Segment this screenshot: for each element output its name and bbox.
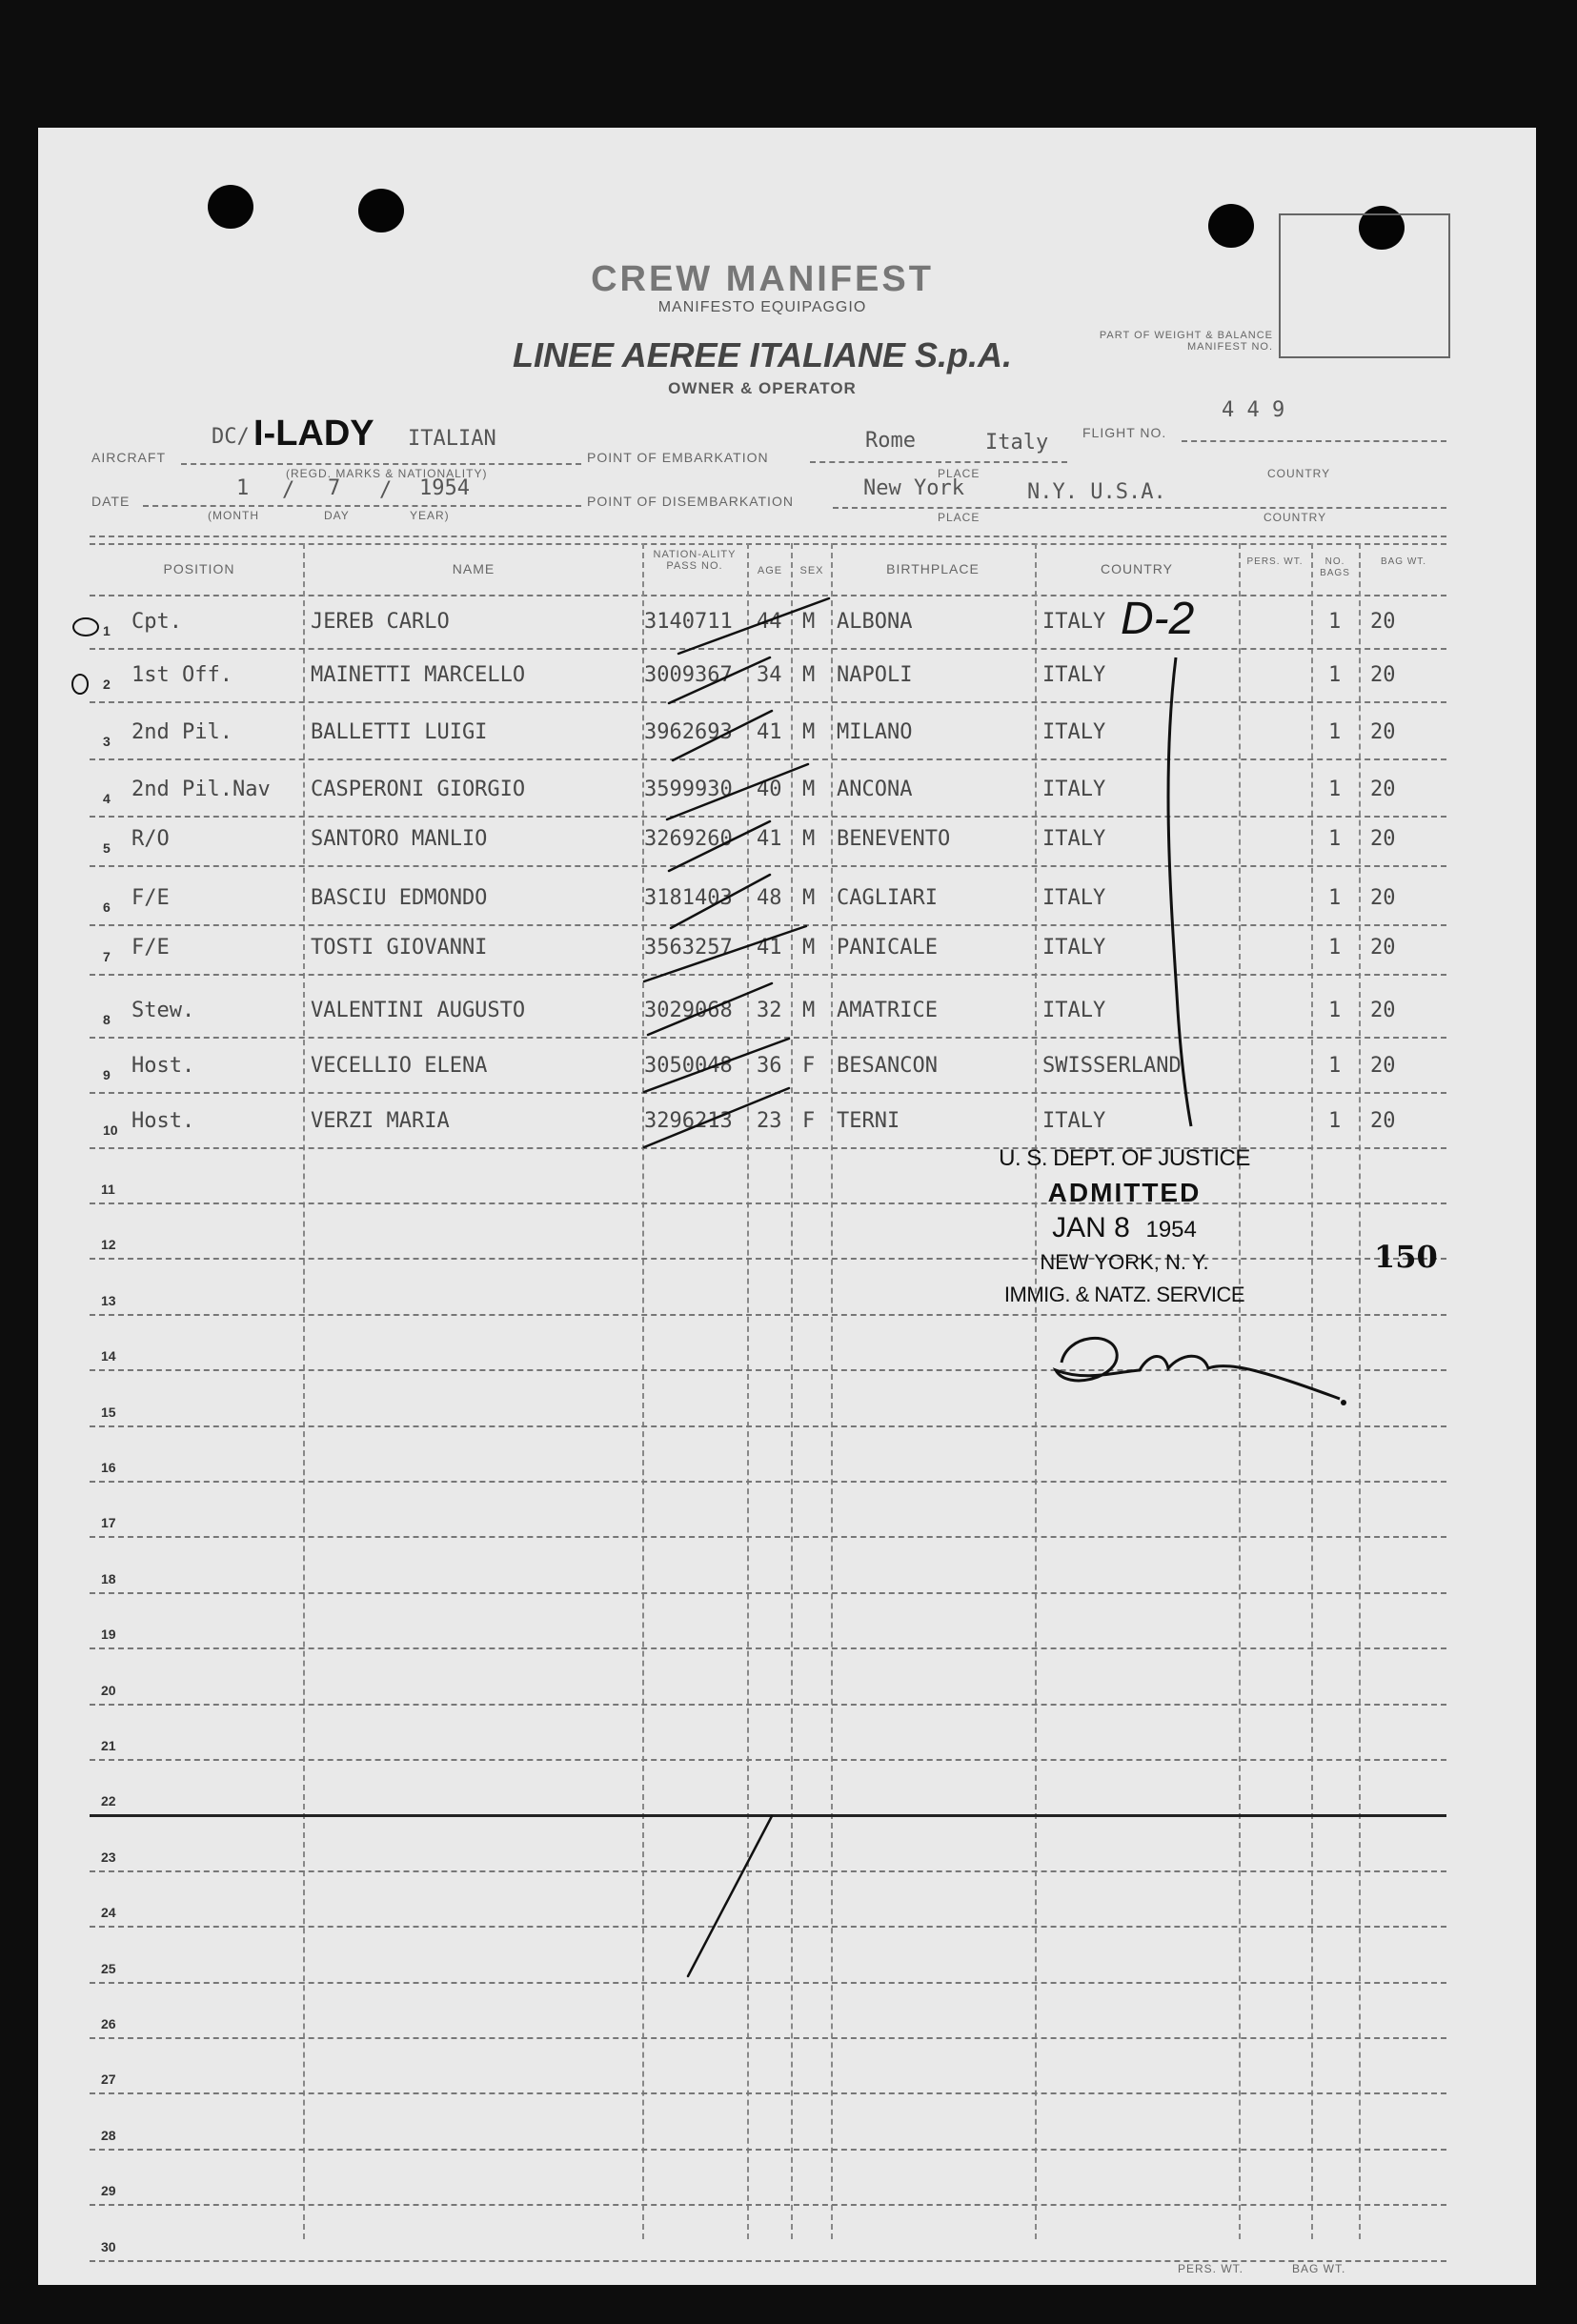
crew-name: MAINETTI MARCELLO	[311, 663, 526, 687]
aircraft-prefix: DC/	[212, 425, 250, 449]
crew-pass-no: 3962693	[644, 720, 733, 744]
row-number: 27	[101, 2071, 116, 2087]
crew-bag-wt: 20	[1370, 827, 1396, 851]
crew-no-bags: 1	[1328, 1109, 1342, 1133]
row-number: 22	[101, 1793, 116, 1809]
row-number: 6	[103, 899, 111, 915]
stamp-date-month-day: JAN 8	[1052, 1212, 1130, 1243]
crew-birthplace: CAGLIARI	[837, 886, 938, 910]
crew-age: 34	[757, 663, 782, 687]
crew-name: JEREB CARLO	[311, 610, 450, 634]
row-number: 18	[101, 1571, 116, 1586]
crew-sex: M	[802, 663, 816, 687]
row-number: 9	[103, 1067, 111, 1082]
crew-bag-wt: 20	[1370, 936, 1396, 960]
embarkation-place: Rome	[865, 429, 916, 453]
row-number: 10	[103, 1122, 118, 1138]
crew-sex: M	[802, 827, 816, 851]
crew-age: 32	[757, 999, 782, 1022]
manifest-title: CREW MANIFEST	[591, 259, 934, 299]
crew-country: ITALY	[1042, 720, 1106, 744]
crew-birthplace: MILANO	[837, 720, 913, 744]
crew-position: 2nd Pil.Nav	[131, 778, 271, 801]
row-number: 19	[101, 1627, 116, 1642]
row-number: 16	[101, 1460, 116, 1475]
weight-balance-label: PART OF WEIGHT & BALANCE MANIFEST NO.	[1099, 330, 1273, 353]
country-label-2: COUNTRY	[1264, 511, 1327, 524]
crew-country: ITALY	[1042, 610, 1106, 634]
crew-position: 2nd Pil.	[131, 720, 233, 744]
manifest-subtitle: MANIFESTO EQUIPAGGIO	[657, 299, 867, 315]
row-number: 15	[101, 1405, 116, 1420]
crew-bag-wt: 20	[1370, 610, 1396, 634]
crew-country: ITALY	[1042, 999, 1106, 1022]
row-number: 12	[101, 1237, 116, 1252]
crew-no-bags: 1	[1328, 936, 1342, 960]
country-label-1: COUNTRY	[1267, 467, 1331, 480]
crew-no-bags: 1	[1328, 1054, 1342, 1078]
crew-pass-no: 3269260	[644, 827, 733, 851]
crew-name: CASPERONI GIORGIO	[311, 778, 526, 801]
crew-sex: M	[802, 720, 816, 744]
crew-birthplace: ANCONA	[837, 778, 913, 801]
col-header-no-bags: NO. BAGS	[1320, 556, 1350, 578]
crew-birthplace: AMATRICE	[837, 999, 938, 1022]
crew-bag-wt: 20	[1370, 886, 1396, 910]
crew-age: 44	[757, 610, 782, 634]
crew-age: 23	[757, 1109, 782, 1133]
aircraft-label: AIRCRAFT	[91, 450, 166, 465]
col-header-sex: SEX	[799, 565, 824, 576]
crew-name: VECELLIO ELENA	[311, 1054, 488, 1078]
crew-no-bags: 1	[1328, 999, 1342, 1022]
row-number: 1	[103, 623, 111, 638]
crew-no-bags: 1	[1328, 720, 1342, 744]
flight-number: 4 4 9	[1222, 398, 1285, 422]
year-label: YEAR)	[410, 509, 450, 522]
crew-sex: F	[802, 1109, 816, 1133]
row-number: 2	[103, 677, 111, 692]
place-label-2: PLACE	[938, 511, 981, 524]
crew-age: 36	[757, 1054, 782, 1078]
crew-birthplace: TERNI	[837, 1109, 900, 1133]
row-number: 21	[101, 1738, 116, 1753]
stamp-date-year: 1954	[1145, 1217, 1197, 1243]
crew-position: Host.	[131, 1054, 195, 1078]
date-year: 1954	[419, 476, 470, 500]
row-number: 8	[103, 1012, 111, 1027]
date-separator-1: /	[282, 478, 295, 502]
admitted-stamp	[981, 1145, 1267, 1307]
row-number: 11	[101, 1182, 115, 1197]
crew-sex: M	[802, 610, 816, 634]
crew-name: BASCIU EDMONDO	[311, 886, 488, 910]
row-number: 24	[101, 1905, 116, 1920]
crew-position: F/E	[131, 886, 170, 910]
day-label: DAY	[324, 509, 350, 522]
crew-country: ITALY	[1042, 936, 1106, 960]
airline-name: LINEE AEREE ITALIANE S.p.A.	[512, 335, 1013, 374]
crew-birthplace: BENEVENTO	[837, 827, 951, 851]
col-header-nationality: NATION-ALITY PASS NO.	[653, 549, 737, 572]
row-number: 7	[103, 949, 111, 964]
crew-bag-wt: 20	[1370, 1054, 1396, 1078]
date-day: 7	[328, 476, 341, 500]
crew-position: Host.	[131, 1109, 195, 1133]
row-number: 30	[101, 2239, 116, 2254]
footer-pers-wt: PERS. WT.	[1178, 2262, 1244, 2275]
stamp-date	[981, 1212, 1267, 1244]
disembarkation-label: POINT OF DISEMBARKATION	[587, 494, 794, 509]
embarkation-label: POINT OF EMBARKATION	[587, 450, 769, 465]
row-number: 25	[101, 1961, 116, 1976]
col-header-position: POSITION	[163, 561, 235, 576]
crew-birthplace: PANICALE	[837, 936, 938, 960]
row-number: 14	[101, 1348, 116, 1364]
crew-name: VERZI MARIA	[311, 1109, 450, 1133]
crew-no-bags: 1	[1328, 886, 1342, 910]
aircraft-registration: I-LADY	[253, 414, 374, 454]
col-header-pers-wt: PERS. WT.	[1246, 556, 1304, 567]
crew-pass-no: 3599930	[644, 778, 733, 801]
row-number: 13	[101, 1293, 116, 1308]
place-label-1: PLACE	[938, 467, 981, 480]
crew-bag-wt: 20	[1370, 720, 1396, 744]
stamp-dept: U. S. DEPT. OF JUSTICE	[999, 1145, 1250, 1171]
aircraft-nationality: ITALIAN	[408, 427, 496, 451]
crew-name: VALENTINI AUGUSTO	[311, 999, 526, 1022]
col-header-name: NAME	[452, 561, 495, 576]
total-bag-weight: 150	[1374, 1239, 1438, 1275]
crew-pass-no: 3296213	[644, 1109, 733, 1133]
crew-bag-wt: 20	[1370, 999, 1396, 1022]
regd-marks-label: (REGD. MARKS & NATIONALITY)	[286, 467, 488, 480]
flight-no-label: FLIGHT NO.	[1082, 425, 1167, 440]
owner-operator-label: OWNER & OPERATOR	[668, 379, 857, 397]
month-label: (MONTH	[208, 509, 259, 522]
row-number: 5	[103, 840, 111, 856]
crew-bag-wt: 20	[1370, 663, 1396, 687]
crew-pass-no: 3181403	[644, 886, 733, 910]
crew-sex: M	[802, 999, 816, 1022]
row-number: 29	[101, 2183, 116, 2198]
date-month: 1	[236, 476, 250, 500]
col-header-age: AGE	[757, 565, 783, 576]
crew-no-bags: 1	[1328, 610, 1342, 634]
crew-position: F/E	[131, 936, 170, 960]
crew-sex: M	[802, 778, 816, 801]
crew-bag-wt: 20	[1370, 778, 1396, 801]
crew-pass-no: 3563257	[644, 936, 733, 960]
crew-age: 41	[757, 936, 782, 960]
crew-sex: M	[802, 936, 816, 960]
stamp-admitted: ADMITTED	[1047, 1178, 1202, 1207]
crew-age: 41	[757, 827, 782, 851]
handwritten-mark: D-2	[1121, 594, 1195, 644]
row-number: 23	[101, 1849, 116, 1865]
crew-birthplace: ALBONA	[837, 610, 913, 634]
crew-pass-no: 3029068	[644, 999, 733, 1022]
col-header-birthplace: BIRTHPLACE	[886, 561, 980, 576]
row-number: 28	[101, 2128, 116, 2143]
col-header-bag-wt: BAG WT.	[1380, 556, 1427, 567]
crew-age: 48	[757, 886, 782, 910]
row-number: 20	[101, 1683, 116, 1698]
row-number: 3	[103, 734, 111, 749]
crew-country: SWISSERLAND	[1042, 1054, 1182, 1078]
row-number: 26	[101, 2016, 116, 2031]
crew-pass-no: 3050048	[644, 1054, 733, 1078]
crew-age: 41	[757, 720, 782, 744]
crew-birthplace: NAPOLI	[837, 663, 913, 687]
crew-position: Stew.	[131, 999, 195, 1022]
crew-name: TOSTI GIOVANNI	[311, 936, 488, 960]
crew-no-bags: 1	[1328, 663, 1342, 687]
crew-bag-wt: 20	[1370, 1109, 1396, 1133]
date-label: DATE	[91, 494, 131, 509]
disembarkation-country: N.Y. U.S.A.	[1027, 480, 1166, 504]
crew-country: ITALY	[1042, 663, 1106, 687]
footer-bag-wt: BAG WT.	[1292, 2262, 1346, 2275]
crew-no-bags: 1	[1328, 827, 1342, 851]
crew-no-bags: 1	[1328, 778, 1342, 801]
col-header-country: COUNTRY	[1101, 561, 1173, 576]
crew-position: Cpt.	[131, 610, 182, 634]
stamp-service: IMMIG. & NATZ. SERVICE	[1003, 1283, 1245, 1306]
crew-name: BALLETTI LUIGI	[311, 720, 488, 744]
crew-country: ITALY	[1042, 778, 1106, 801]
crew-birthplace: BESANCON	[837, 1054, 938, 1078]
crew-sex: M	[802, 886, 816, 910]
disembarkation-place: New York	[863, 476, 964, 500]
crew-sex: F	[802, 1054, 816, 1078]
crew-position: R/O	[131, 827, 170, 851]
crew-pass-no: 3140711	[644, 610, 733, 634]
date-separator-2: /	[379, 478, 393, 502]
row-number: 4	[103, 791, 111, 806]
crew-age: 40	[757, 778, 782, 801]
crew-pass-no: 3009367	[644, 663, 733, 687]
crew-name: SANTORO MANLIO	[311, 827, 488, 851]
crew-country: ITALY	[1042, 1109, 1106, 1133]
crew-position: 1st Off.	[131, 663, 233, 687]
stamp-city: NEW YORK, N. Y.	[1040, 1250, 1209, 1274]
row-number: 17	[101, 1515, 116, 1530]
embarkation-country: Italy	[985, 431, 1049, 455]
crew-country: ITALY	[1042, 886, 1106, 910]
crew-country: ITALY	[1042, 827, 1106, 851]
